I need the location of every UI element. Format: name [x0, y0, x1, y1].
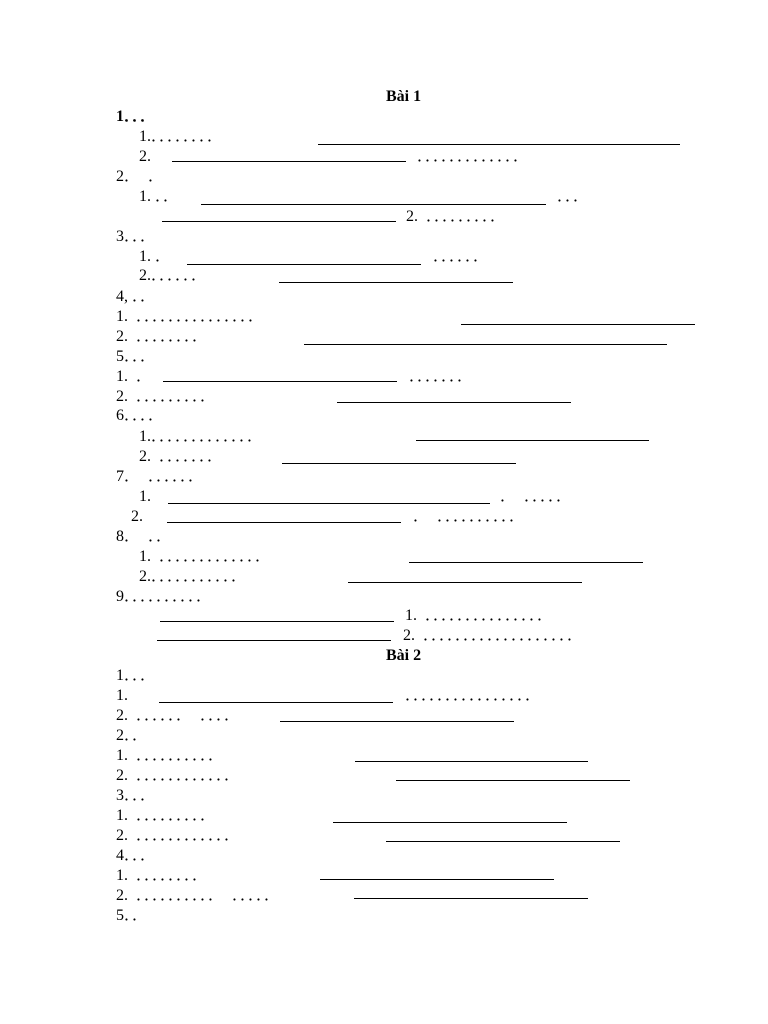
answer-blank[interactable]	[320, 879, 554, 880]
exercise-text: ．．．	[557, 188, 590, 205]
section-heading: 2．．	[116, 727, 149, 744]
exercise-text: ． ．．．．．	[500, 488, 573, 505]
answer-blank[interactable]	[280, 721, 514, 722]
exercise-item: 1. ．．．．．．．．	[116, 867, 209, 884]
answer-blank[interactable]	[355, 761, 588, 762]
section-heading: 4, ．．	[116, 288, 157, 305]
answer-blank[interactable]	[279, 282, 513, 283]
section-heading: 8． ．．	[116, 528, 173, 545]
lesson-2-title: Bài 2	[386, 647, 422, 664]
answer-blank[interactable]	[201, 204, 546, 205]
exercise-item: 2. ．．．．．．．．．．．．	[116, 767, 241, 784]
answer-blank[interactable]	[318, 144, 680, 145]
section-heading: 1．．．	[116, 108, 157, 125]
exercise-item: 2.．．．．．．．．．．．	[139, 568, 248, 585]
answer-blank[interactable]	[396, 780, 630, 781]
answer-blank[interactable]	[416, 440, 649, 441]
exercise-text: ．．．．．．．．．．．．．．．．	[405, 687, 542, 704]
section-heading: 2． ．	[116, 168, 165, 185]
section-heading: 7． ．．．．．．	[116, 468, 205, 485]
answer-blank[interactable]	[337, 402, 571, 403]
answer-blank[interactable]	[333, 822, 567, 823]
answer-blank[interactable]	[159, 702, 393, 703]
answer-blank[interactable]	[172, 161, 406, 162]
answer-blank[interactable]	[348, 582, 582, 583]
exercise-number: 2.	[131, 508, 143, 525]
answer-blank[interactable]	[304, 344, 667, 345]
exercise-text: ．．．．．．．．．．．．．	[417, 148, 530, 165]
exercise-item: 2. ．．．．．．．．．．．．．．．．．．．	[403, 627, 584, 644]
exercise-item: 2. ．．．．．． ．．．．	[116, 707, 241, 724]
exercise-item: 1.．．．．．．．．．．．．．	[139, 428, 264, 445]
exercise-number: 1.	[116, 687, 128, 704]
exercise-item: 2. ．．．．．．．．．	[406, 208, 507, 225]
exercise-item: 1. ．	[139, 248, 172, 265]
answer-blank[interactable]	[386, 841, 620, 842]
answer-blank[interactable]	[354, 898, 588, 899]
exercise-item: 2. ．．．．．．．．	[116, 328, 209, 345]
answer-blank[interactable]	[160, 621, 394, 622]
answer-blank[interactable]	[187, 264, 421, 265]
exercise-item: 1. ．．．．．．．．．．．．．．．	[116, 308, 265, 325]
answer-blank[interactable]	[162, 221, 396, 222]
lesson-1-title: Bài 1	[386, 88, 422, 105]
answer-blank[interactable]	[157, 640, 391, 641]
answer-blank[interactable]	[163, 381, 397, 382]
exercise-item: 2. ．．．．．．．．．．．．	[116, 827, 241, 844]
section-heading: 4．．．	[116, 847, 157, 864]
exercise-item: 1.．．．．．．．．	[139, 128, 224, 145]
section-heading: 5．．	[116, 907, 149, 924]
exercise-item: 1. ．	[116, 368, 153, 385]
exercise-item: 2. ．．．．．．．．．． ．．．．．	[116, 887, 281, 904]
section-heading: 3．．．	[116, 228, 157, 245]
section-heading: 9．．．．．．．．．．	[116, 588, 213, 605]
exercise-item: 2. ．．．．．．．	[139, 448, 224, 465]
section-heading: 1．．．	[116, 667, 157, 684]
answer-blank[interactable]	[168, 503, 490, 504]
exercise-item: 1. ．．．．．．．．．	[116, 807, 217, 824]
exercise-text: ． ．．．．．．．．．．	[413, 508, 526, 525]
section-heading: 3．．．	[116, 787, 157, 804]
exercise-item: 2.．．．．．．	[139, 267, 208, 284]
exercise-item: 1. ．．．．．．．．．．	[116, 747, 225, 764]
section-heading: 5．．．	[116, 348, 157, 365]
answer-blank[interactable]	[167, 522, 401, 523]
section-heading: 6．．．．	[116, 407, 165, 424]
exercise-item: 1. ．．．．．．．．．．．．．．．	[405, 607, 554, 624]
exercise-item: 2. ．．．．．．．．．	[116, 388, 217, 405]
answer-blank[interactable]	[282, 463, 516, 464]
answer-blank[interactable]	[461, 324, 695, 325]
answer-blank[interactable]	[409, 562, 643, 563]
exercise-item: 1. ．．	[139, 188, 180, 205]
exercise-number: 1.	[139, 488, 151, 505]
exercise-item: 1. ．．．．．．．．．．．．．	[139, 548, 272, 565]
exercise-text: ．．．．．．	[433, 248, 490, 265]
exercise-text: ．．．．．．．	[409, 368, 474, 385]
exercise-number: 2.	[139, 148, 151, 165]
